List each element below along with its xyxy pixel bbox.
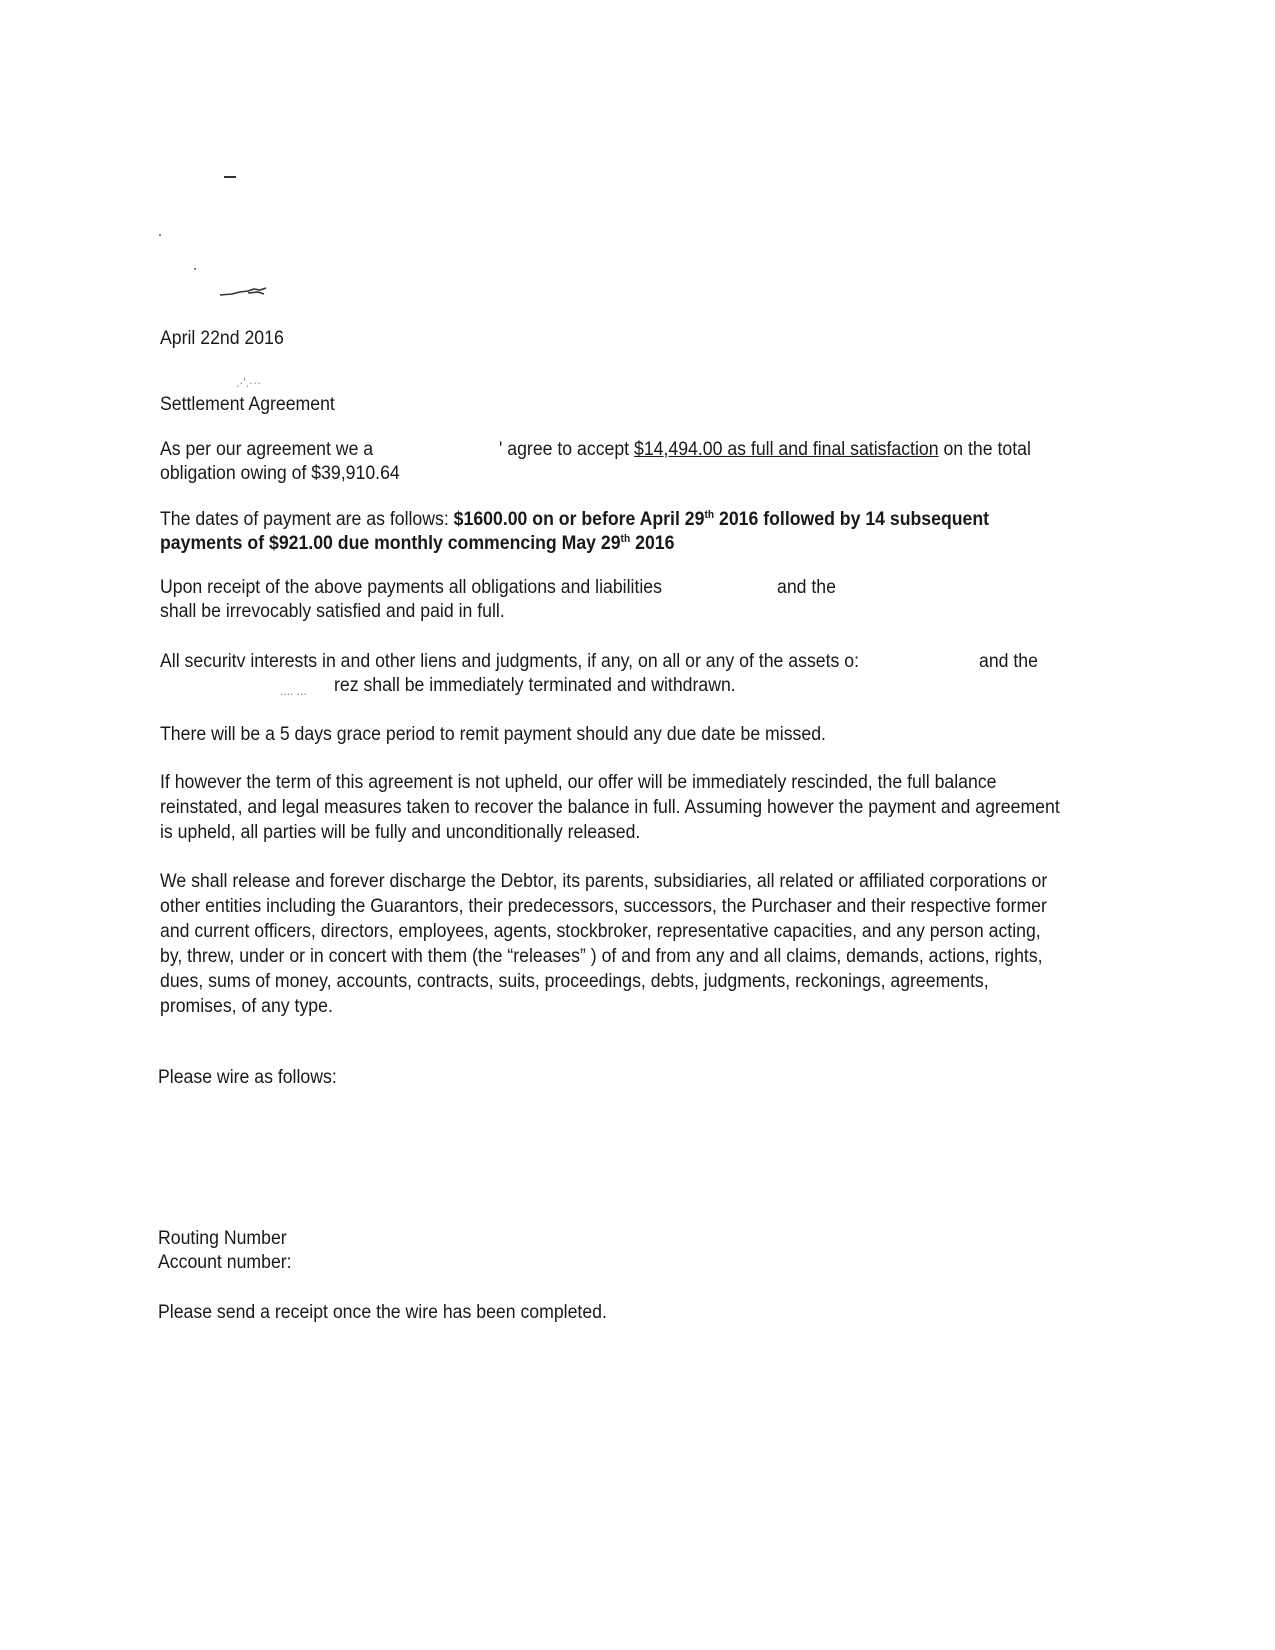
payment-schedule-line-1: The dates of payment are as follows: $1600.00 on or before April 29th 2016 followed by 14 subsequent [160, 509, 990, 530]
security-line-1-start: All securitv interests in and other liens and judgments, if any, on all or any of the assets o: [160, 651, 859, 672]
receipt-line-2: shall be irrevocably satisfied and paid in full. [160, 601, 505, 622]
redaction-remnant: .... ... [280, 683, 307, 698]
letter-date: April 22nd 2016 [160, 328, 284, 349]
scan-mark [224, 176, 236, 178]
release-paragraph: We shall release and forever discharge the Debtor, its parents, subsidiaries, all related or affiliated corporations or other entities including the Guarantors, their predecessors, successors, the Purchaser and their respective former and current officers, directors, employees, agents, stockbroker, representative capacities, and any person acting, by, threw, under or in concert with them (the “releases” ) of and from any and all claims, demands, actions, rights, dues, sums of money, accounts, contracts, suits, proceedings, debts, judgments, reckonings, agreements, promises, of any type. [160, 871, 1048, 1017]
wire-instructions-intro: Please wire as follows: [158, 1067, 337, 1088]
closing-request: Please send a receipt once the wire has been completed. [158, 1302, 607, 1323]
agreement-line-1-start: As per our agreement we a [160, 439, 374, 460]
account-number-label: Account number: [158, 1252, 292, 1273]
payment-schedule-line-2: payments of $921.00 due monthly commencing May 29th 2016 [160, 533, 675, 554]
document-title: Settlement Agreement [160, 394, 335, 415]
agreement-line-1-end: ' agree to accept $14,494.00 as full and final satisfaction on the total [499, 439, 1031, 460]
redacted-signature-scribble [218, 286, 270, 298]
security-line-2: rez shall be immediately terminated and withdrawn. [334, 675, 736, 696]
scan-speck [159, 234, 161, 236]
receipt-line-1-end: and the [777, 577, 836, 598]
routing-number-label: Routing Number [158, 1228, 287, 1249]
settlement-amount: $14,494.00 as full and final satisfaction [634, 439, 939, 460]
agreement-line-2: obligation owing of $39,910.64 [160, 463, 400, 484]
rescind-paragraph: If however the term of this agreement is not upheld, our offer will be immediately rescinded, the full balance reinstated, and legal measures taken to recover the balance in full. Assuming however the payment and agreement is upheld, all parties will be fully and unconditionally released. [160, 772, 1060, 843]
scan-speck [194, 268, 196, 270]
receipt-line-1-start: Upon receipt of the above payments all obligations and liabilitieѕ [160, 577, 662, 598]
security-line-1-end: and the [979, 651, 1038, 672]
redaction-remnant: .·'.··· [236, 375, 262, 390]
grace-period-paragraph: There will be a 5 days grace period to remit payment should any due date be missed. [160, 724, 826, 745]
